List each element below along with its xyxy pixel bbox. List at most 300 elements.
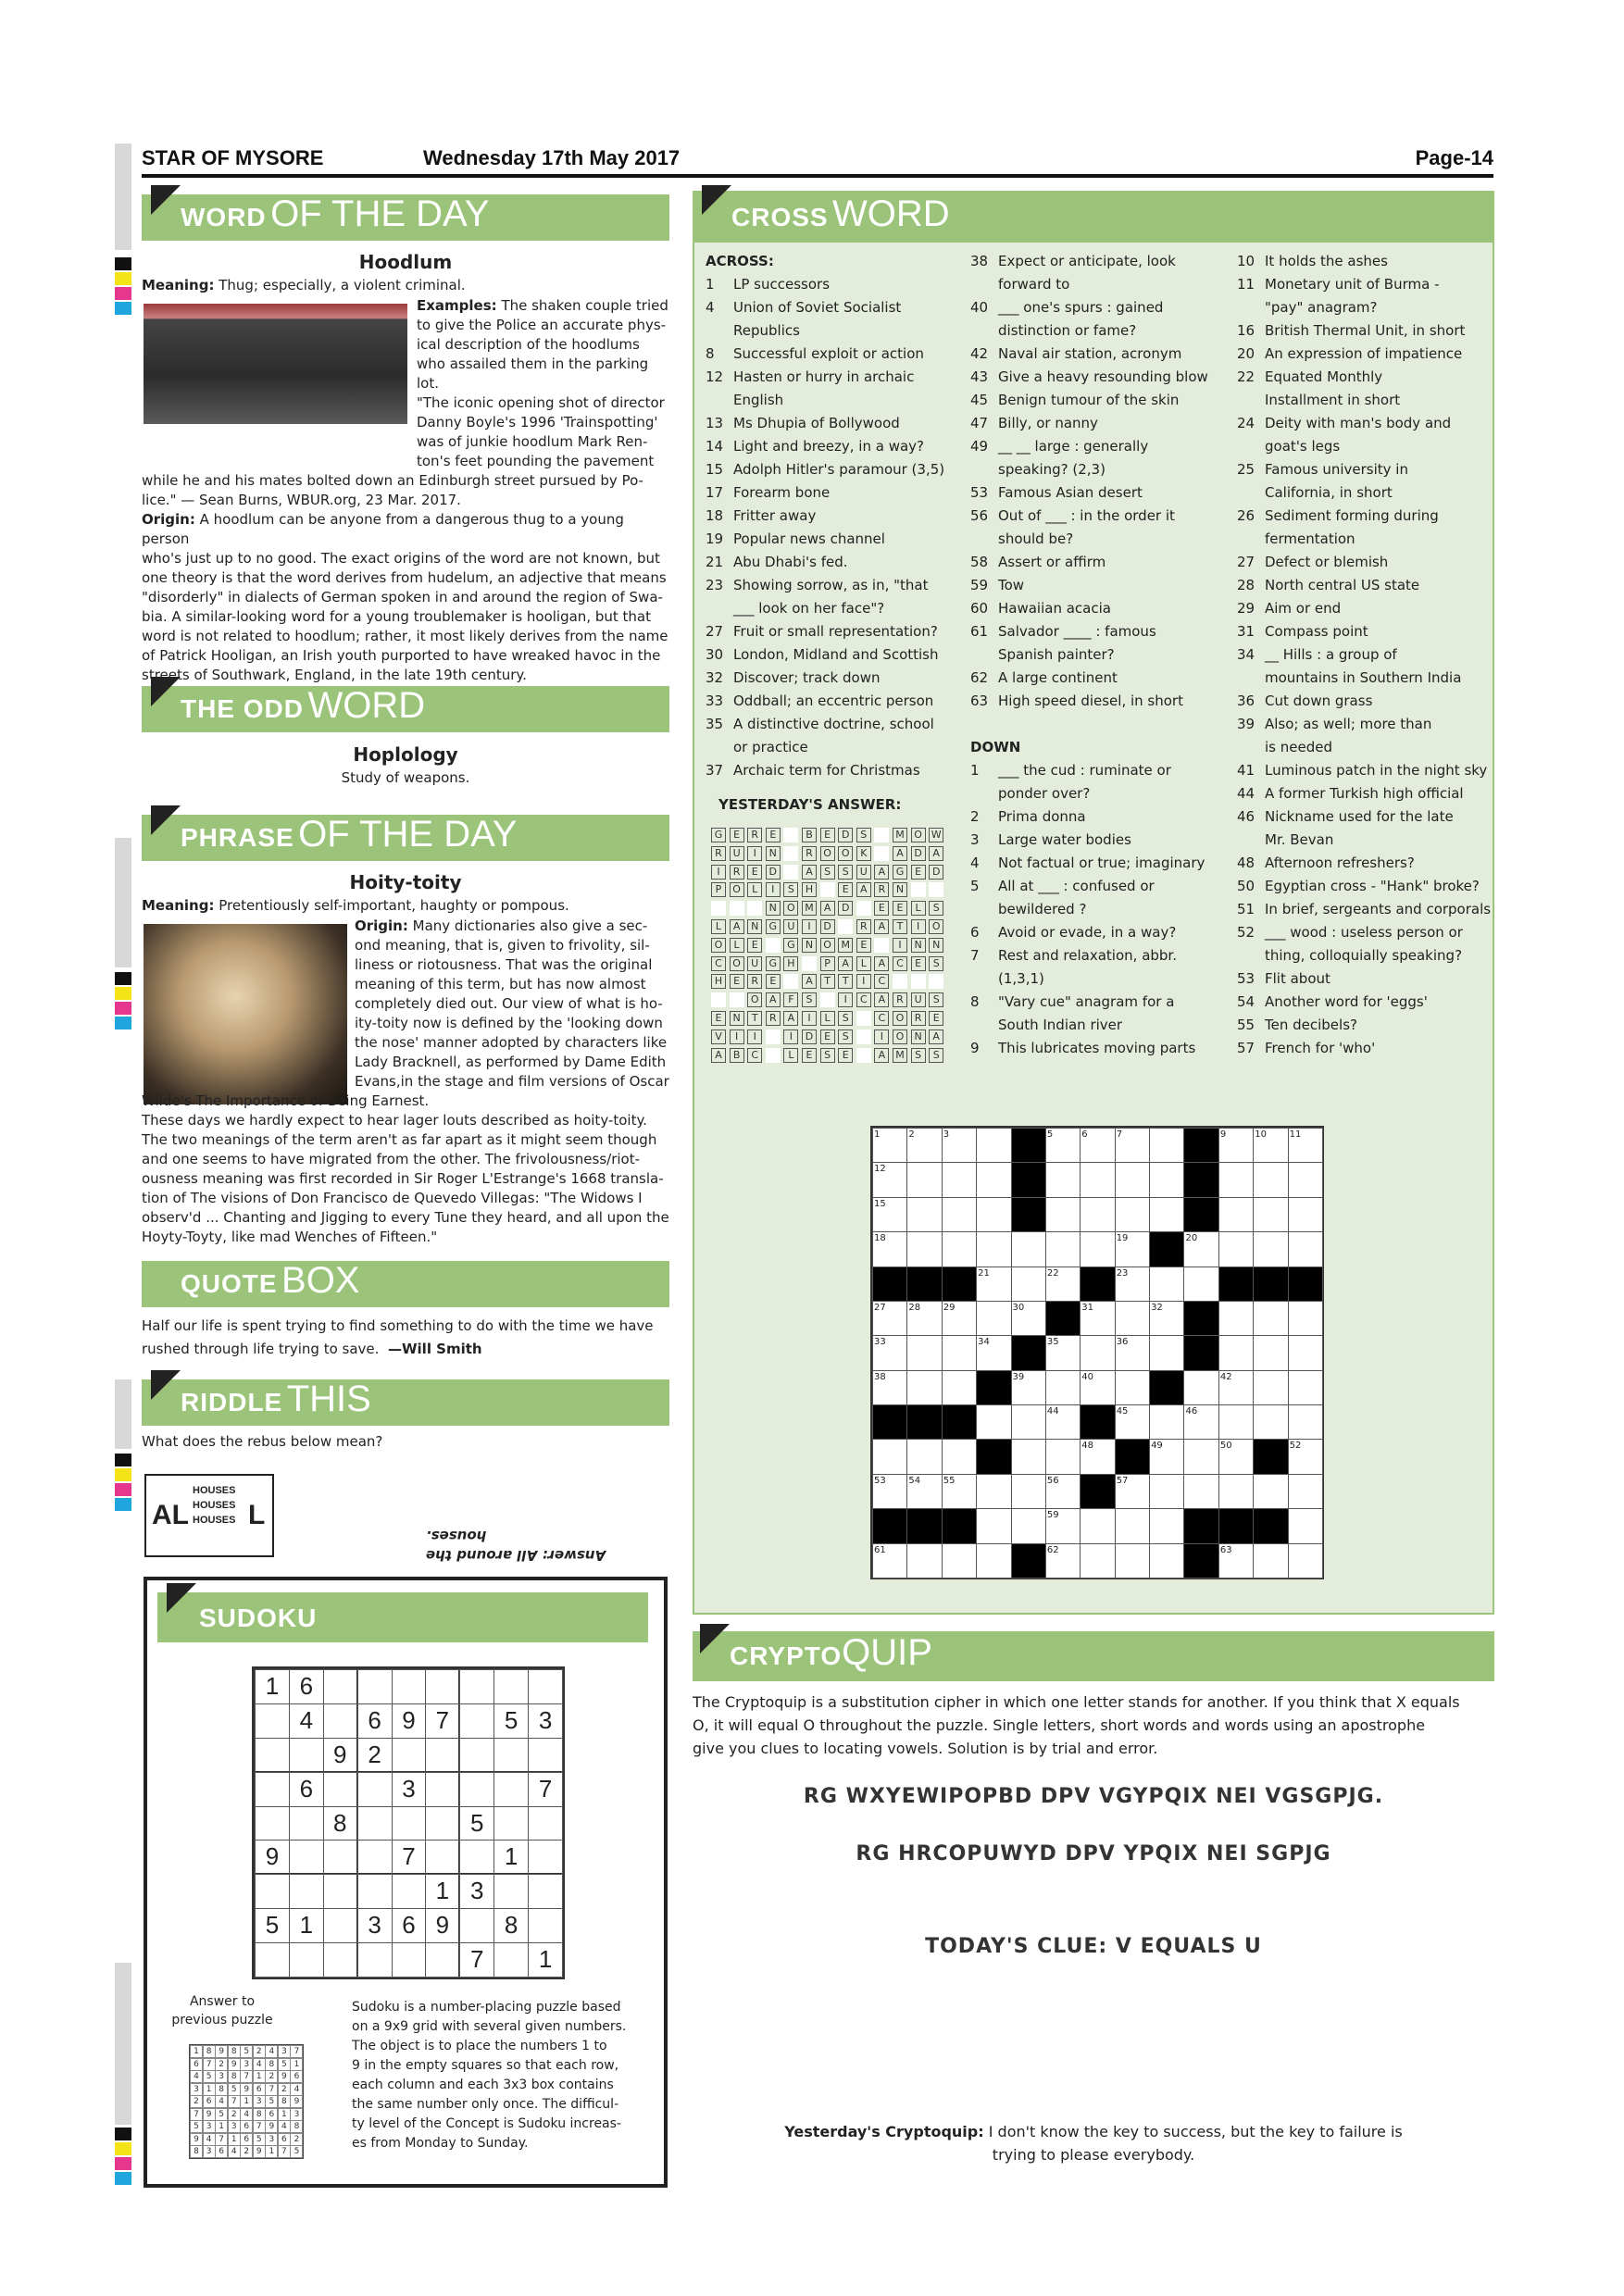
crossword-cell[interactable] xyxy=(1080,1335,1115,1370)
sudoku-heading: SUDOKU xyxy=(157,1592,648,1642)
crossword-cell[interactable] xyxy=(1288,1508,1323,1543)
crossword-cell[interactable] xyxy=(1045,1231,1081,1267)
mini-cell: 4 xyxy=(240,2108,253,2121)
crossword-cell[interactable] xyxy=(1011,1474,1046,1509)
sudoku-cell[interactable] xyxy=(289,1738,324,1773)
answer-cell xyxy=(856,901,871,916)
corner-mark xyxy=(167,1583,196,1613)
sudoku-cell[interactable] xyxy=(425,1840,460,1875)
mini-cell: 4 xyxy=(203,2133,216,2146)
crossword-cell[interactable] xyxy=(906,1231,942,1267)
answer-cell: E xyxy=(766,828,781,842)
sudoku-cell[interactable] xyxy=(392,1942,427,1978)
sudoku-cell[interactable] xyxy=(255,1738,290,1773)
clue-number: 51 xyxy=(1237,901,1255,917)
clue-text: French for 'who' xyxy=(1265,1040,1376,1056)
mini-cell: 3 xyxy=(203,2145,216,2158)
mini-cell: 7 xyxy=(203,2058,216,2071)
crossword-cell[interactable] xyxy=(1011,1404,1046,1440)
crossword-cell[interactable]: 50 xyxy=(1218,1439,1254,1474)
sudoku-cell[interactable] xyxy=(323,1874,358,1909)
across-label: ACROSS: xyxy=(706,253,774,269)
crossword-cell[interactable] xyxy=(1218,1162,1254,1197)
crossword-cell[interactable] xyxy=(1149,1197,1184,1232)
crossword-cell[interactable]: 32 xyxy=(1149,1301,1184,1336)
crossword-cell[interactable] xyxy=(1011,1439,1046,1474)
crossword-cell[interactable] xyxy=(1288,1301,1323,1336)
crossword-cell[interactable] xyxy=(942,1370,977,1405)
answer-cell: R xyxy=(856,919,871,934)
clue-text: forward to xyxy=(998,276,1070,293)
crossword-cell[interactable]: 7 xyxy=(1115,1128,1150,1163)
sudoku-cell[interactable] xyxy=(493,1942,529,1978)
sudoku-cell[interactable] xyxy=(459,1703,494,1739)
crossword-cell[interactable]: 15 xyxy=(872,1197,907,1232)
mini-cell: 2 xyxy=(253,2045,266,2058)
crossword-cell[interactable] xyxy=(1080,1231,1115,1267)
clue-text: Give a heavy resounding blow xyxy=(998,368,1208,385)
sudoku-cell: 5 xyxy=(255,1908,290,1943)
crossword-cell[interactable] xyxy=(942,1231,977,1267)
sudoku-cell[interactable] xyxy=(493,1806,529,1841)
crossword-cell[interactable]: 6 xyxy=(1080,1128,1115,1163)
crossword-cell[interactable]: 12 xyxy=(872,1162,907,1197)
answer-cell: G xyxy=(711,828,726,842)
sudoku-cell[interactable] xyxy=(459,1772,494,1807)
crossword-cell[interactable] xyxy=(1149,1404,1184,1440)
answer-cell: L xyxy=(911,901,926,916)
crossword-cell[interactable]: 9 xyxy=(1218,1128,1254,1163)
rebus-image: AL HOUSES HOUSES HOUSES L xyxy=(144,1474,274,1557)
crossword-cell[interactable] xyxy=(1080,1543,1115,1578)
crossword-cell[interactable]: 46 xyxy=(1183,1404,1218,1440)
crossword-cell[interactable] xyxy=(942,1197,977,1232)
crossword-cell[interactable] xyxy=(1115,1508,1150,1543)
sudoku-cell[interactable] xyxy=(425,1806,460,1841)
clue-number: 47 xyxy=(970,415,989,431)
crossword-cell[interactable]: 57 xyxy=(1115,1474,1150,1509)
crossword-cell[interactable] xyxy=(1288,1543,1323,1578)
crossword-cell[interactable] xyxy=(976,1474,1011,1509)
answer-cell: N xyxy=(911,1029,926,1044)
sudoku-cell[interactable] xyxy=(528,1669,563,1704)
mini-cell: 2 xyxy=(215,2058,228,2071)
sudoku-cell[interactable] xyxy=(357,1669,393,1704)
clue-number: 1 xyxy=(706,276,715,293)
crossword-cell[interactable] xyxy=(976,1301,1011,1336)
crossword-cell[interactable] xyxy=(1253,1231,1288,1267)
crossword-cell[interactable] xyxy=(1149,1335,1184,1370)
crossword-cell[interactable]: 56 xyxy=(1045,1474,1081,1509)
crossword-cell[interactable] xyxy=(1218,1404,1254,1440)
crossword-cell[interactable] xyxy=(1115,1162,1150,1197)
mini-cell: 6 xyxy=(240,2133,253,2146)
sudoku-cell[interactable] xyxy=(425,1772,460,1807)
answer-cell: N xyxy=(747,919,762,934)
answer-cell: L xyxy=(856,956,871,971)
crossword-cell[interactable] xyxy=(1253,1162,1288,1197)
crossword-block xyxy=(1080,1404,1115,1440)
sudoku-cell[interactable] xyxy=(357,1874,393,1909)
crossword-cell[interactable] xyxy=(976,1128,1011,1163)
color-swatch xyxy=(115,272,131,285)
previous-sudoku-answer xyxy=(189,2044,304,2159)
answer-cell: U xyxy=(783,919,798,934)
crossword-cell[interactable]: 22 xyxy=(1045,1267,1081,1302)
answer-cell: A xyxy=(802,865,817,880)
clue-number: 41 xyxy=(1237,762,1255,779)
sudoku-cell[interactable] xyxy=(255,1942,290,1978)
sudoku-cell[interactable] xyxy=(459,1669,494,1704)
crossword-cell[interactable] xyxy=(1288,1370,1323,1405)
answer-cell: O xyxy=(929,919,943,934)
sudoku-cell[interactable] xyxy=(459,1738,494,1773)
crossword-cell[interactable] xyxy=(906,1543,942,1578)
phrase-origin: Origin: Many dictionaries also give a sec- ond meaning, that is, given to frivolity, sil- liness or riotousness. That was the original meaning of this term, but has now almost completely died out. Our view of what is ho- ity-toity now is defined by the 'looking down the nose' manner adopted by characters like Lady Bracknell, as performed by Dame Edith Evans,in the stage and film versions of Oscar xyxy=(355,917,669,1090)
sudoku-grid xyxy=(252,1666,565,1979)
crossword-block xyxy=(1115,1439,1150,1474)
sudoku-cell[interactable] xyxy=(255,1703,290,1739)
crossword-cell[interactable]: 40 xyxy=(1080,1370,1115,1405)
clue-text: Also; as well; more than xyxy=(1265,716,1432,732)
crossword-cell[interactable] xyxy=(1288,1162,1323,1197)
answer-cell: M xyxy=(893,1048,907,1063)
answer-cell: C xyxy=(711,956,726,971)
answer-cell: D xyxy=(766,865,781,880)
crossword-cell[interactable]: 33 xyxy=(872,1335,907,1370)
sudoku-cell[interactable] xyxy=(323,1772,358,1807)
answer-cell: D xyxy=(802,1029,817,1044)
answer-cell: L xyxy=(730,938,744,953)
crossword-cell[interactable] xyxy=(872,1439,907,1474)
sudoku-cell[interactable] xyxy=(357,1772,393,1807)
clue-number: 38 xyxy=(970,253,989,269)
crossword-cell[interactable]: 23 xyxy=(1115,1267,1150,1302)
sudoku-cell: 6 xyxy=(289,1772,324,1807)
clue-number: 20 xyxy=(1237,345,1255,362)
crossword-cell[interactable]: 1 xyxy=(872,1128,907,1163)
sudoku-cell[interactable] xyxy=(392,1874,427,1909)
crossword-cell[interactable] xyxy=(1011,1267,1046,1302)
crossword-cell[interactable]: 28 xyxy=(906,1301,942,1336)
sudoku-cell[interactable] xyxy=(323,1840,358,1875)
crossword-cell[interactable] xyxy=(1011,1508,1046,1543)
crossword-cell[interactable]: 48 xyxy=(1080,1439,1115,1474)
clue-text: London, Midland and Scottish xyxy=(733,646,939,663)
header-rule xyxy=(142,174,1493,178)
clue-number: 8 xyxy=(970,993,980,1010)
mini-cell: 4 xyxy=(265,2045,278,2058)
clue-number: 32 xyxy=(706,669,724,686)
crossword-cell[interactable] xyxy=(976,1231,1011,1267)
clue-number: 52 xyxy=(1237,924,1255,941)
crossword-cell[interactable] xyxy=(1253,1370,1288,1405)
sudoku-cell[interactable] xyxy=(357,1942,393,1978)
sudoku-cell[interactable] xyxy=(255,1874,290,1909)
crossword-cell[interactable] xyxy=(1115,1370,1150,1405)
clue-text: Mr. Bevan xyxy=(1265,831,1334,848)
crossword-cell[interactable] xyxy=(906,1439,942,1474)
crossword-block xyxy=(1218,1508,1254,1543)
sudoku-cell[interactable] xyxy=(392,1738,427,1773)
crossword-block xyxy=(1149,1370,1184,1405)
color-swatch xyxy=(115,1002,131,1015)
crossword-cell[interactable] xyxy=(1288,1231,1323,1267)
crossword-cell[interactable] xyxy=(976,1508,1011,1543)
crossword-cell[interactable] xyxy=(1253,1301,1288,1336)
crossword-cell[interactable] xyxy=(1045,1370,1081,1405)
answer-cell: H xyxy=(802,882,817,897)
crossword-cell[interactable] xyxy=(1218,1301,1254,1336)
crossword-cell[interactable]: 29 xyxy=(942,1301,977,1336)
crossword-cell[interactable] xyxy=(942,1439,977,1474)
answer-cell: I xyxy=(874,1029,889,1044)
cryptoquip-heading: CRYPTOQUIP xyxy=(693,1631,1494,1681)
page-number: Page-14 xyxy=(1415,146,1493,169)
crossword-cell[interactable] xyxy=(1288,1474,1323,1509)
crossword-cell[interactable] xyxy=(1288,1197,1323,1232)
clue-text: Prima donna xyxy=(998,808,1086,825)
answer-cell xyxy=(711,992,726,1007)
answer-cell: S xyxy=(820,865,835,880)
crossword-cell[interactable] xyxy=(1149,1267,1184,1302)
clue-text: Spanish painter? xyxy=(998,646,1115,663)
clue-number: 53 xyxy=(970,484,989,501)
sudoku-cell[interactable] xyxy=(493,1738,529,1773)
crossword-cell[interactable]: 19 xyxy=(1115,1231,1150,1267)
sudoku-cell[interactable] xyxy=(493,1874,529,1909)
answer-cell: D xyxy=(838,901,853,916)
crossword-cell[interactable]: 2 xyxy=(906,1128,942,1163)
answer-cell: R xyxy=(730,865,744,880)
sudoku-cell: 9 xyxy=(255,1840,290,1875)
crossword-cell[interactable]: 31 xyxy=(1080,1301,1115,1336)
crossword-cell[interactable] xyxy=(942,1335,977,1370)
crossword-cell[interactable]: 5 xyxy=(1045,1128,1081,1163)
crossword-block xyxy=(1183,1197,1218,1232)
crossword-cell[interactable] xyxy=(976,1543,1011,1578)
answer-cell: R xyxy=(802,846,817,861)
crossword-cell[interactable] xyxy=(1253,1197,1288,1232)
sudoku-cell[interactable] xyxy=(289,1942,324,1978)
crossword-cell[interactable] xyxy=(1288,1335,1323,1370)
crossword-cell[interactable] xyxy=(1218,1231,1254,1267)
crossword-cell[interactable] xyxy=(942,1543,977,1578)
sudoku-cell[interactable] xyxy=(459,1840,494,1875)
clue-number: 7 xyxy=(970,947,980,964)
crossword-cell[interactable] xyxy=(1149,1508,1184,1543)
crossword-cell[interactable] xyxy=(1183,1439,1218,1474)
sudoku-cell[interactable] xyxy=(392,1669,427,1704)
mini-cell: 5 xyxy=(290,2145,303,2158)
crossword-cell[interactable] xyxy=(1115,1543,1150,1578)
sudoku-cell[interactable] xyxy=(323,1942,358,1978)
sudoku-cell[interactable] xyxy=(528,1874,563,1909)
crossword-cell[interactable]: 18 xyxy=(872,1231,907,1267)
sudoku-cell[interactable] xyxy=(323,1669,358,1704)
crossword-cell[interactable]: 38 xyxy=(872,1370,907,1405)
previous-answer-label: Answer to previous puzzle xyxy=(171,1994,273,2028)
clue-number: 15 xyxy=(706,461,724,478)
clue-text: Archaic term for Christmas xyxy=(733,762,920,779)
answer-cell: S xyxy=(929,1048,943,1063)
crossword-block xyxy=(1011,1197,1046,1232)
crossword-cell[interactable]: 35 xyxy=(1045,1335,1081,1370)
crossword-cell[interactable] xyxy=(906,1197,942,1232)
crossword-cell[interactable] xyxy=(1183,1370,1218,1405)
answer-cell: I xyxy=(783,1029,798,1044)
clue-number: 27 xyxy=(706,623,724,640)
crossword-cell[interactable] xyxy=(906,1335,942,1370)
crossword-cell[interactable]: 42 xyxy=(1218,1370,1254,1405)
crossword-cell[interactable]: 11 xyxy=(1288,1128,1323,1163)
crossword-cell[interactable] xyxy=(1183,1267,1218,1302)
crossword-cell[interactable]: 59 xyxy=(1045,1508,1081,1543)
crossword-block xyxy=(1288,1267,1323,1302)
sudoku-cell[interactable] xyxy=(255,1772,290,1807)
crossword-cell[interactable] xyxy=(1253,1543,1288,1578)
newspaper-name: STAR OF MYSORE xyxy=(142,146,324,169)
answer-cell: C xyxy=(874,1011,889,1026)
answer-cell: E xyxy=(820,1029,835,1044)
clue-number: 5 xyxy=(970,878,980,894)
crossword-cell[interactable] xyxy=(1045,1197,1081,1232)
crossword-cell[interactable] xyxy=(1080,1508,1115,1543)
sudoku-cell[interactable] xyxy=(425,1942,460,1978)
crossword-cell[interactable] xyxy=(976,1404,1011,1440)
crossword-cell[interactable]: 49 xyxy=(1149,1439,1184,1474)
crossword-cell[interactable]: 34 xyxy=(976,1335,1011,1370)
clue-text: should be? xyxy=(998,530,1074,547)
crossword-cell[interactable]: 44 xyxy=(1045,1404,1081,1440)
crossword-cell[interactable]: 21 xyxy=(976,1267,1011,1302)
crossword-cell[interactable]: 27 xyxy=(872,1301,907,1336)
crossword-cell[interactable] xyxy=(906,1162,942,1197)
answer-cell: E xyxy=(911,865,926,880)
sudoku-cell: 8 xyxy=(323,1806,358,1841)
crossword-cell[interactable] xyxy=(1218,1335,1254,1370)
crossword-cell[interactable]: 10 xyxy=(1253,1128,1288,1163)
crossword-cell[interactable]: 3 xyxy=(942,1128,977,1163)
sudoku-cell[interactable] xyxy=(255,1806,290,1841)
crossword-cell[interactable] xyxy=(1218,1474,1254,1509)
answer-cell xyxy=(856,1048,871,1063)
crossword-cell[interactable]: 54 xyxy=(906,1474,942,1509)
crossword-cell[interactable] xyxy=(1149,1128,1184,1163)
answer-cell: S xyxy=(929,956,943,971)
crossword-cell[interactable]: 55 xyxy=(942,1474,977,1509)
crossword-cell[interactable]: 30 xyxy=(1011,1301,1046,1336)
sudoku-cell[interactable] xyxy=(357,1806,393,1841)
crossword-cell[interactable] xyxy=(1011,1231,1046,1267)
answer-cell: I xyxy=(838,992,853,1007)
crossword-cell[interactable]: 61 xyxy=(872,1543,907,1578)
sudoku-cell[interactable] xyxy=(323,1908,358,1943)
answer-cell: E xyxy=(911,956,926,971)
clue-number: 28 xyxy=(1237,577,1255,593)
sudoku-cell[interactable] xyxy=(323,1703,358,1739)
sudoku-cell[interactable] xyxy=(493,1669,529,1704)
crossword-cell[interactable] xyxy=(906,1370,942,1405)
crossword-cell[interactable]: 63 xyxy=(1218,1543,1254,1578)
sudoku-cell[interactable] xyxy=(425,1738,460,1773)
clue-text: Sediment forming during xyxy=(1265,507,1439,524)
clue-number: 46 xyxy=(1237,808,1255,825)
mini-cell: 8 xyxy=(190,2145,203,2158)
crossword-cell[interactable]: 39 xyxy=(1011,1370,1046,1405)
crossword-cell[interactable]: 53 xyxy=(872,1474,907,1509)
sudoku-cell[interactable] xyxy=(289,1840,324,1875)
sudoku-cell[interactable] xyxy=(528,1806,563,1841)
crossword-cell[interactable] xyxy=(1183,1474,1218,1509)
crossword-cell[interactable]: 20 xyxy=(1183,1231,1218,1267)
sudoku-cell[interactable] xyxy=(528,1908,563,1943)
mini-cell: 7 xyxy=(190,2108,203,2121)
sudoku-cell: 1 xyxy=(425,1874,460,1909)
answer-cell xyxy=(766,1048,781,1063)
cryptoquip-line-1: RG WXYEWIPOPBD DPV VGYPQIX NEI VGSGPJG. xyxy=(803,1785,1384,1808)
crossword-cell[interactable] xyxy=(1253,1335,1288,1370)
mini-cell: 9 xyxy=(215,2045,228,2058)
clue-number: 6 xyxy=(970,924,980,941)
crossword-cell[interactable] xyxy=(1253,1474,1288,1509)
crossword-cell[interactable]: 62 xyxy=(1045,1543,1081,1578)
sudoku-cell[interactable] xyxy=(528,1738,563,1773)
clue-number: 16 xyxy=(1237,322,1255,339)
cryptoquip-clue: TODAY'S CLUE: V EQUALS U xyxy=(925,1935,1262,1958)
crossword-cell[interactable] xyxy=(1045,1162,1081,1197)
sudoku-cell[interactable] xyxy=(459,1908,494,1943)
clue-text: Successful exploit or action xyxy=(733,345,924,362)
crossword-cell[interactable] xyxy=(1149,1543,1184,1578)
sudoku-cell[interactable] xyxy=(357,1840,393,1875)
mini-cell: 3 xyxy=(240,2058,253,2071)
crossword-cell[interactable] xyxy=(1253,1404,1288,1440)
answer-cell: D xyxy=(820,919,835,934)
sudoku-cell[interactable] xyxy=(493,1772,529,1807)
crossword-cell[interactable]: 45 xyxy=(1115,1404,1150,1440)
clue-text: Expect or anticipate, look xyxy=(998,253,1176,269)
crossword-cell[interactable]: 52 xyxy=(1288,1439,1323,1474)
sudoku-cell[interactable] xyxy=(425,1669,460,1704)
sudoku-cell[interactable] xyxy=(289,1874,324,1909)
crossword-cell[interactable]: 36 xyxy=(1115,1335,1150,1370)
crossword-cell[interactable] xyxy=(942,1162,977,1197)
crossword-cell[interactable] xyxy=(976,1162,1011,1197)
sudoku-cell[interactable] xyxy=(289,1806,324,1841)
mini-cell: 1 xyxy=(240,2095,253,2108)
clue-text: Light and breezy, in a way? xyxy=(733,438,924,455)
answer-cell: O xyxy=(911,828,926,842)
crossword-cell[interactable] xyxy=(1080,1197,1115,1232)
crossword-cell[interactable] xyxy=(1115,1197,1150,1232)
crossword-cell[interactable] xyxy=(1080,1162,1115,1197)
answer-cell xyxy=(802,956,817,971)
phrase-meaning: Meaning: Pretentiously self-important, haughty or pompous. xyxy=(142,897,569,914)
answer-cell: A xyxy=(820,901,835,916)
crossword-cell[interactable] xyxy=(976,1197,1011,1232)
crossword-cell[interactable] xyxy=(1045,1439,1081,1474)
crossword-cell[interactable] xyxy=(1218,1197,1254,1232)
crossword-cell[interactable] xyxy=(1288,1404,1323,1440)
crossword-cell[interactable] xyxy=(1115,1301,1150,1336)
crossword-cell[interactable] xyxy=(1149,1162,1184,1197)
sudoku-cell[interactable] xyxy=(392,1806,427,1841)
sudoku-cell[interactable] xyxy=(528,1840,563,1875)
crossword-cell[interactable] xyxy=(1149,1474,1184,1509)
clue-text: Popular news channel xyxy=(733,530,885,547)
crossword-block xyxy=(906,1508,942,1543)
